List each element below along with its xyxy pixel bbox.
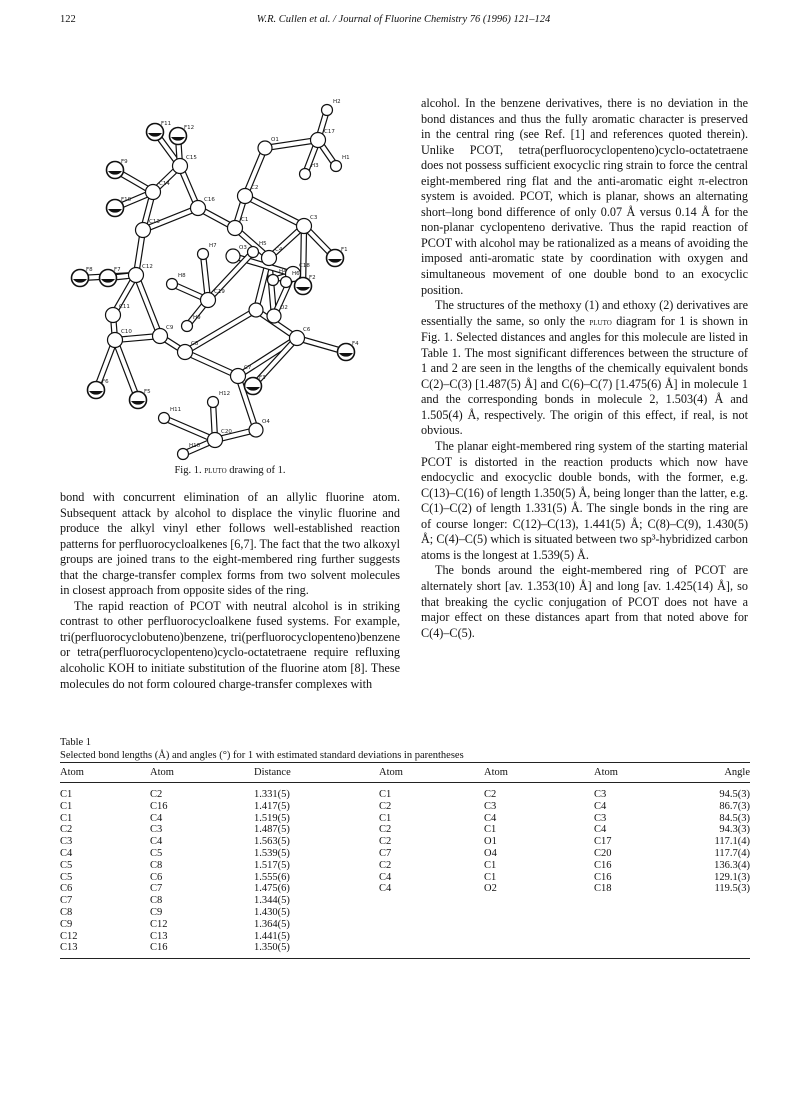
cell-distance: 1.331(5) <box>254 789 290 800</box>
cell-atom-4: C1 <box>484 859 497 871</box>
atom-label-f5: F5 <box>144 389 151 395</box>
left-column <box>60 490 400 692</box>
cell-atom-4: O1 <box>484 836 497 848</box>
cell-atom-3: C7 <box>379 847 392 859</box>
table-row <box>60 801 750 813</box>
atom-label-h2: H2 <box>333 99 341 105</box>
cell-atom-3: C2 <box>379 824 392 836</box>
right-column <box>421 96 748 641</box>
cell-atom-3: C2 <box>379 800 392 812</box>
cell-atom-4: C2 <box>484 789 497 800</box>
atom-h12 <box>208 397 219 408</box>
cell-angle: 136.3(4) <box>714 859 750 871</box>
cell-atom-5: C16 <box>594 859 612 871</box>
cell-atom-1: C1 <box>60 789 73 800</box>
cell-distance: 1.417(5) <box>254 800 290 812</box>
right-paragraph-4: The bonds around the eight-membered ring of PCOT are alternately short [av. 1.353(10) Å] and long [av. 1.425(14) Å], so that breaking the cyclic conjugation of PCOT does not have a major effect on these distances apart from that noted above for C(4)–C(5). <box>421 563 748 640</box>
atom-label-c16: C16 <box>204 197 215 203</box>
atom-label-f7: F7 <box>114 267 121 273</box>
cell-atom-1: C1 <box>60 812 73 824</box>
atom-h2 <box>322 105 333 116</box>
cell-atom-5: C3 <box>594 789 607 800</box>
atom-h1 <box>331 161 342 172</box>
cell-atom-4 <box>484 931 594 943</box>
cell-distance: 1.539(5) <box>254 847 290 859</box>
atom-label-c3: C3 <box>310 215 318 221</box>
table-row <box>60 783 750 801</box>
cell-atom-2: C6 <box>150 871 163 883</box>
cell-angle: 119.5(3) <box>714 883 750 895</box>
header-atom-2: Atom <box>150 763 254 783</box>
header-distance: Distance <box>254 763 379 783</box>
cell-atom-5 <box>594 931 690 943</box>
cell-atom-4 <box>484 942 594 958</box>
cell-distance: 1.475(6) <box>254 883 290 895</box>
atom-h9 <box>182 321 193 332</box>
cell-atom-3 <box>379 895 484 907</box>
cell-atom-5: C16 <box>594 871 612 883</box>
atom-h7 <box>198 249 209 260</box>
atom-label-c6: C6 <box>303 327 311 333</box>
header-atom-5: Atom <box>594 763 690 783</box>
atom-label-c11: C11 <box>119 304 130 310</box>
atom-label-c17: C17 <box>324 129 335 135</box>
cell-atom-5 <box>594 942 690 958</box>
atom-label-c15: C15 <box>186 155 197 161</box>
cell-distance: 1.563(5) <box>254 836 290 848</box>
cell-angle: 129.1(3) <box>714 871 750 883</box>
atom-label-c12: C12 <box>142 264 153 270</box>
cell-atom-4: C1 <box>484 871 497 883</box>
cell-angle: 117.1(4) <box>714 836 750 848</box>
cell-atom-3: C2 <box>379 859 392 871</box>
table-title: Selected bond lengths (Å) and angles (°) for 1 with estimated standard deviations in parentheses <box>60 750 464 761</box>
figure-1 <box>60 90 400 462</box>
cell-atom-5: C18 <box>594 883 612 895</box>
table-row <box>60 883 750 895</box>
cell-atom-4: O2 <box>484 883 497 895</box>
table-row <box>60 931 750 943</box>
atom-label-o4: O4 <box>262 419 270 425</box>
cell-atom-4 <box>484 907 594 919</box>
cell-atom-2: C2 <box>150 789 163 800</box>
atom-label-c19: C19 <box>214 289 225 295</box>
cell-distance: 1.364(5) <box>254 918 290 930</box>
atom-label-h7: H7 <box>209 243 217 249</box>
cell-distance: 1.344(5) <box>254 895 290 907</box>
atom-label-c10: C10 <box>121 329 132 335</box>
header-atom-1: Atom <box>60 763 150 783</box>
table-row <box>60 942 750 958</box>
atom-label-c14: C14 <box>159 181 170 187</box>
cell-atom-3: C2 <box>379 836 392 848</box>
cell-atom-2: C16 <box>150 800 168 812</box>
cell-atom-3: C1 <box>379 789 392 800</box>
cell-atom-5 <box>594 907 690 919</box>
cell-angle: 86.7(3) <box>719 800 750 812</box>
atom-label-h10: H10 <box>189 443 201 449</box>
table-row <box>60 919 750 931</box>
cell-atom-3 <box>379 931 484 943</box>
cell-angle <box>690 919 750 931</box>
atom-label-c4: C4 <box>275 247 283 253</box>
atom-label-h12: H12 <box>219 391 231 397</box>
atom-label-f11: F11 <box>161 121 172 127</box>
cell-atom-1: C2 <box>60 824 73 836</box>
cell-angle <box>690 942 750 958</box>
atom-label-c7: C7 <box>244 365 252 371</box>
atom-label-c2: C2 <box>251 185 259 191</box>
atom-label-h4: H4 <box>279 269 287 275</box>
atom-label-h1: H1 <box>342 155 350 161</box>
cell-atom-2: C4 <box>150 836 163 848</box>
cell-atom-5: C20 <box>594 847 612 859</box>
cell-angle <box>690 907 750 919</box>
atom-label-f4: F4 <box>352 341 359 347</box>
cell-atom-5: C4 <box>594 824 607 836</box>
atom-h11 <box>159 413 170 424</box>
cell-atom-2: C3 <box>150 824 163 836</box>
table-row <box>60 907 750 919</box>
cell-atom-5: C4 <box>594 800 607 812</box>
cell-atom-1: C6 <box>60 883 73 895</box>
cell-distance: 1.555(6) <box>254 871 290 883</box>
cell-angle <box>690 931 750 943</box>
cell-atom-1: C3 <box>60 836 73 848</box>
cell-atom-3: C4 <box>379 883 392 895</box>
atom-label-f10: F10 <box>121 197 132 203</box>
atom-o3 <box>226 249 240 263</box>
cell-atom-2: C8 <box>150 895 163 907</box>
atom-label-h11: H11 <box>170 407 182 413</box>
cell-atom-1: C7 <box>60 895 73 907</box>
table-row <box>60 813 750 825</box>
cell-angle: 117.7(4) <box>714 847 750 859</box>
atom-o1 <box>258 141 272 155</box>
atom-h6 <box>281 277 292 288</box>
atom-label-h9: H9 <box>193 315 201 321</box>
atom-label-h6: H6 <box>292 271 300 277</box>
right-paragraph-2 <box>421 298 748 439</box>
table-row <box>60 848 750 860</box>
cell-atom-1: C13 <box>60 942 78 954</box>
cell-angle: 84.5(3) <box>719 812 750 824</box>
atom-label-h5: H5 <box>259 241 267 247</box>
table-row <box>60 860 750 872</box>
cell-atom-2: C9 <box>150 906 163 918</box>
left-paragraph-1: bond with concurrent elimination of an allylic fluorine atom. Subsequent attack by alcohol to displace the vinylic fluorine and produce the alkyl vinyl ether follows well-established reaction patterns for perfluorocycloalkenes [6,7]. The fact that the two alkoxyl groups are joined trans to the eight-membered ring further suggests that the charge-transfer complex forms from two solvent molecules in closest approach from opposite sides of the ring. <box>60 490 400 598</box>
cell-atom-1: C12 <box>60 930 78 942</box>
cell-atom-3: C4 <box>379 871 392 883</box>
cell-atom-5 <box>594 895 690 907</box>
cell-atom-3 <box>379 907 484 919</box>
cell-atom-5: C3 <box>594 812 607 824</box>
cell-distance: 1.441(5) <box>254 930 290 942</box>
cell-atom-3 <box>379 942 484 958</box>
cell-atom-2: C8 <box>150 859 163 871</box>
cell-atom-1: C4 <box>60 847 73 859</box>
cell-atom-1: C1 <box>60 800 73 812</box>
cell-atom-4: C1 <box>484 824 497 836</box>
right-p2-pluto: pluto <box>589 316 612 328</box>
cell-atom-3 <box>379 919 484 931</box>
atom-label-o1: O1 <box>271 137 279 143</box>
cell-atom-1: C5 <box>60 871 73 883</box>
atom-label-o3: O3 <box>239 245 247 251</box>
right-p2-a: The structures of the methoxy (1) and ethoxy (2) derivatives are essentially the same, so only the <box>421 298 748 328</box>
atom-h10 <box>178 449 189 460</box>
atom-label-c18: C18 <box>299 263 310 269</box>
caption-prefix: Fig. 1. <box>174 465 205 476</box>
cell-angle: 94.3(3) <box>719 824 750 836</box>
atom-h4 <box>268 275 279 286</box>
atom-label-f8: F8 <box>86 267 93 273</box>
atom-o2 <box>267 309 281 323</box>
atom-label-o2: O2 <box>280 305 288 311</box>
cell-distance: 1.350(5) <box>254 942 290 954</box>
cell-atom-4: C3 <box>484 800 497 812</box>
bond-table <box>60 762 750 959</box>
cell-atom-2: C4 <box>150 812 163 824</box>
cell-atom-4: O4 <box>484 847 497 859</box>
cell-distance: 1.430(5) <box>254 906 290 918</box>
atom-h3 <box>300 169 311 180</box>
cell-atom-5: C17 <box>594 836 612 848</box>
pluto-drawing <box>60 90 400 462</box>
atom-c5 <box>249 303 263 317</box>
right-paragraph-1: alcohol. In the benzene derivatives, there is no deviation in the bond distances and thus the fully aromatic character is preserved in the central ring (see Ref. [1] and references quoted therein). Unlike PCOT, tetra(perfluorocyclopenteno)cyclo-octatetraene does not possess sufficient exocyclic ring strain to force the central eight-membered ring flat and the anti-aromatic eight π-electron system is avoided. PCOT, which is planar, shows an alternating short–long bond difference of only 0.07 Å versus 0.14 Å for the non-planar cyclopenteno derivative. Thus the rapid reaction of PCOT with alcohol may be rationalized as a means of avoiding the imposed anti-aromatic state by coordination with oxygen and simultaneous movement of one double bond to an exocyclic position. <box>421 96 748 297</box>
header-atom-4: Atom <box>484 763 594 783</box>
left-paragraph-2: The rapid reaction of PCOT with neutral alcohol is in striking contrast to other perfluorocycloalkene fused systems. For example, tri(perfluorocyclobuteno)benzene, tri(perfluorocyclopenteno)benzene or tetra(perfluorocyclopenteno)cyclo-octatetraene require refluxing alcoholic KOH to initiate substitution of the fluorine atom [8]. These molecules do not form coloured charge-transfer complexes with <box>60 598 400 691</box>
header-angle: Angle <box>690 763 750 783</box>
atom-h8 <box>167 279 178 290</box>
bond-C2-C3 <box>244 194 305 229</box>
atom-label-c1: C1 <box>241 217 249 223</box>
table-label: Table 1 <box>60 737 92 748</box>
cell-atom-2: C12 <box>150 918 168 930</box>
table-row <box>60 872 750 884</box>
atom-label-h3: H3 <box>311 163 319 169</box>
atom-label-f9: F9 <box>121 159 128 165</box>
cell-atom-4 <box>484 895 594 907</box>
atom-h5 <box>248 247 259 258</box>
cell-atom-1: C9 <box>60 918 73 930</box>
atom-label-f12: F12 <box>184 125 195 131</box>
caption-pluto: pluto <box>204 465 227 476</box>
table-header-row <box>60 763 750 783</box>
table-row <box>60 895 750 907</box>
cell-atom-2: C13 <box>150 930 168 942</box>
table-1 <box>60 762 750 959</box>
page-header <box>60 14 747 32</box>
cell-atom-5 <box>594 919 690 931</box>
atom-label-f2: F2 <box>309 275 316 281</box>
figure-caption <box>60 465 400 476</box>
running-head: W.R. Cullen et al. / Journal of Fluorine Chemistry 76 (1996) 121–124 <box>256 14 551 25</box>
cell-angle: 94.5(3) <box>719 789 750 800</box>
cell-distance: 1.517(5) <box>254 859 290 871</box>
atom-o4 <box>249 423 263 437</box>
cell-distance: 1.487(5) <box>254 824 290 836</box>
atom-label-c8: C8 <box>191 341 199 347</box>
atom-label-h8: H8 <box>178 273 186 279</box>
right-paragraph-3: The planar eight-membered ring system of the starting material PCOT is distorted in the reaction products which now have endocyclic and exocyclic double bonds, with the former, e.g. C(13)–C(16) of length 1.350(5) Å, being longer than the latter, e.g. C(1)–C(2) of length 1.331(5) Å. The single bonds in the ring are of course longer: C(12)–C(13), 1.441(5) Å; C(8)–C(9), 1.430(5) Å; C(4)–C(5) which is situated between two sp³-hybridized carbon atoms is the longest at 1.539(5) Å. <box>421 439 748 562</box>
cell-atom-4 <box>484 919 594 931</box>
cell-atom-2: C7 <box>150 883 163 895</box>
atom-label-f1: F1 <box>341 247 348 253</box>
atom-label-c20: C20 <box>221 429 232 435</box>
header-atom-3: Atom <box>379 763 484 783</box>
table-row <box>60 824 750 836</box>
table-row <box>60 836 750 848</box>
cell-distance: 1.519(5) <box>254 812 290 824</box>
bond-C12-C9 <box>134 274 163 337</box>
caption-suffix: drawing of 1. <box>226 465 286 476</box>
cell-atom-1: C8 <box>60 906 73 918</box>
cell-atom-4: C4 <box>484 812 497 824</box>
page-number: 122 <box>60 14 76 25</box>
atom-label-c13: C13 <box>149 219 160 225</box>
cell-atom-1: C5 <box>60 859 73 871</box>
atom-label-f6: F6 <box>102 379 109 385</box>
atom-label-c9: C9 <box>166 325 174 331</box>
cell-atom-2: C5 <box>150 847 163 859</box>
right-p2-b: diagram for 1 is shown in Fig. 1. Selected distances and angles for this molecule are listed in Table 1. The most significant differences between the structure of 1 and 2 are seen in the lengths of the chemically equivalent bonds C(2)–C(3) [1.487(5) Å] and C(6)–C(7) [1.475(6) Å] in molecule 1 and the corresponding bonds in molecule 2, 1.503(4) Å and 1.505(4) Å, respectively. The origin of this effect, if real, is not obvious. <box>421 313 748 438</box>
cell-atom-2: C16 <box>150 942 168 954</box>
table-caption <box>60 736 750 762</box>
atom-label-f3: F3 <box>259 375 266 381</box>
cell-atom-3: C1 <box>379 812 392 824</box>
cell-angle <box>690 895 750 907</box>
